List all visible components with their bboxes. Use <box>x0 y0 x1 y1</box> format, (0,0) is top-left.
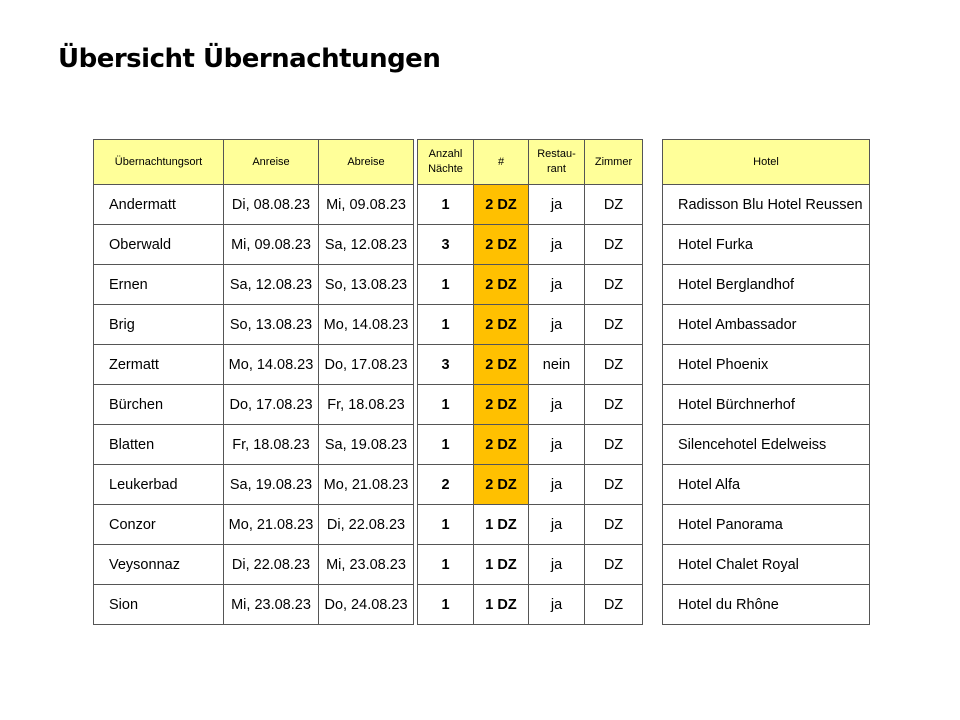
table-row <box>94 225 414 265</box>
table-row <box>418 545 643 585</box>
header-row <box>418 140 643 185</box>
cell-zimmer-code: 2 DZ <box>474 465 529 505</box>
table-row <box>418 345 643 385</box>
table-row <box>94 545 414 585</box>
cell-zimmer-code: 2 DZ <box>474 385 529 425</box>
cell-hotel: Radisson Blu Hotel Reussen <box>663 185 870 225</box>
cell-abreise: Sa, 12.08.23 <box>319 225 414 265</box>
cell-zimmer: DZ <box>585 225 643 265</box>
cell-naechte: 3 <box>418 225 474 265</box>
cell-anreise: Sa, 12.08.23 <box>224 265 319 305</box>
cell-restaurant: ja <box>529 545 585 585</box>
cell-hotel: Hotel Berglandhof <box>663 265 870 305</box>
cell-zimmer: DZ <box>585 465 643 505</box>
table-row <box>663 465 870 505</box>
cell-hotel: Hotel du Rhône <box>663 585 870 625</box>
cell-zimmer: DZ <box>585 345 643 385</box>
cell-abreise: So, 13.08.23 <box>319 265 414 305</box>
table-row <box>94 305 414 345</box>
header-row <box>663 140 870 185</box>
cell-zimmer-code: 2 DZ <box>474 225 529 265</box>
cell-naechte: 1 <box>418 185 474 225</box>
cell-naechte: 1 <box>418 585 474 625</box>
table-row <box>663 345 870 385</box>
cell-zimmer: DZ <box>585 185 643 225</box>
cell-zimmer-code: 2 DZ <box>474 265 529 305</box>
cell-hotel: Silencehotel Edelweiss <box>663 425 870 465</box>
cell-anreise: Di, 22.08.23 <box>224 545 319 585</box>
cell-restaurant: ja <box>529 425 585 465</box>
cell-hotel: Hotel Chalet Royal <box>663 545 870 585</box>
table-row <box>418 465 643 505</box>
cell-anreise: Do, 17.08.23 <box>224 385 319 425</box>
page-title: Übersicht Übernachtungen <box>58 44 441 74</box>
header-abreise: Abreise <box>319 140 414 185</box>
header-restaurant-line1: Restau- <box>537 148 576 160</box>
cell-ort: Ernen <box>94 265 224 305</box>
table-row <box>418 185 643 225</box>
cell-ort: Bürchen <box>94 385 224 425</box>
table-row <box>663 305 870 345</box>
table-row <box>418 305 643 345</box>
table-row <box>94 345 414 385</box>
table-row <box>418 505 643 545</box>
cell-zimmer: DZ <box>585 305 643 345</box>
header-zimmer: Zimmer <box>585 140 643 185</box>
cell-zimmer: DZ <box>585 265 643 305</box>
cell-anreise: Sa, 19.08.23 <box>224 465 319 505</box>
table-row <box>94 185 414 225</box>
cell-ort: Leukerbad <box>94 465 224 505</box>
cell-abreise: Mo, 21.08.23 <box>319 465 414 505</box>
cell-ort: Blatten <box>94 425 224 465</box>
cell-abreise: Sa, 19.08.23 <box>319 425 414 465</box>
cell-restaurant: ja <box>529 305 585 345</box>
table-row <box>94 465 414 505</box>
table-row <box>663 585 870 625</box>
cell-zimmer: DZ <box>585 505 643 545</box>
cell-restaurant: ja <box>529 265 585 305</box>
cell-abreise: Mo, 14.08.23 <box>319 305 414 345</box>
cell-zimmer-code: 1 DZ <box>474 545 529 585</box>
cell-restaurant: ja <box>529 585 585 625</box>
cell-restaurant: ja <box>529 505 585 545</box>
cell-ort: Andermatt <box>94 185 224 225</box>
table-row <box>663 505 870 545</box>
table-row <box>418 265 643 305</box>
cell-restaurant: nein <box>529 345 585 385</box>
table-row <box>663 545 870 585</box>
table-row <box>663 225 870 265</box>
cell-zimmer: DZ <box>585 585 643 625</box>
cell-zimmer-code: 1 DZ <box>474 505 529 545</box>
table-row <box>418 225 643 265</box>
cell-ort: Veysonnaz <box>94 545 224 585</box>
cell-anreise: Fr, 18.08.23 <box>224 425 319 465</box>
cell-anreise: So, 13.08.23 <box>224 305 319 345</box>
cell-zimmer-code: 2 DZ <box>474 345 529 385</box>
table-row <box>663 385 870 425</box>
header-hash: # <box>474 140 529 185</box>
header-anzahl-line2: Nächte <box>428 163 463 175</box>
header-restaurant <box>529 140 585 185</box>
cell-hotel: Hotel Panorama <box>663 505 870 545</box>
cell-ort: Oberwald <box>94 225 224 265</box>
header-row <box>94 140 414 185</box>
header-anzahl-line1: Anzahl <box>428 148 463 160</box>
cell-ort: Sion <box>94 585 224 625</box>
cell-abreise: Mi, 09.08.23 <box>319 185 414 225</box>
table-stays <box>93 139 414 625</box>
header-ort: Übernachtungsort <box>94 140 224 185</box>
table-row <box>94 385 414 425</box>
cell-anreise: Mi, 09.08.23 <box>224 225 319 265</box>
cell-abreise: Mi, 23.08.23 <box>319 545 414 585</box>
cell-naechte: 3 <box>418 345 474 385</box>
cell-restaurant: ja <box>529 385 585 425</box>
cell-anreise: Mo, 21.08.23 <box>224 505 319 545</box>
header-hotel: Hotel <box>663 140 870 185</box>
header-restaurant-line2: rant <box>547 163 566 175</box>
header-anreise: Anreise <box>224 140 319 185</box>
table-row <box>94 505 414 545</box>
table-row <box>663 265 870 305</box>
cell-naechte: 1 <box>418 305 474 345</box>
table-row <box>663 185 870 225</box>
cell-naechte: 1 <box>418 385 474 425</box>
table-details <box>417 139 643 625</box>
cell-abreise: Fr, 18.08.23 <box>319 385 414 425</box>
table-row <box>663 425 870 465</box>
cell-zimmer: DZ <box>585 545 643 585</box>
cell-zimmer-code: 2 DZ <box>474 305 529 345</box>
cell-hotel: Hotel Bürchnerhof <box>663 385 870 425</box>
cell-ort: Brig <box>94 305 224 345</box>
cell-restaurant: ja <box>529 185 585 225</box>
table-row <box>94 585 414 625</box>
cell-abreise: Di, 22.08.23 <box>319 505 414 545</box>
table-row <box>418 385 643 425</box>
cell-anreise: Mo, 14.08.23 <box>224 345 319 385</box>
cell-ort: Conzor <box>94 505 224 545</box>
table-row <box>94 265 414 305</box>
cell-ort: Zermatt <box>94 345 224 385</box>
cell-restaurant: ja <box>529 225 585 265</box>
cell-zimmer: DZ <box>585 385 643 425</box>
cell-zimmer-code: 1 DZ <box>474 585 529 625</box>
cell-zimmer: DZ <box>585 425 643 465</box>
cell-naechte: 1 <box>418 545 474 585</box>
cell-hotel: Hotel Ambassador <box>663 305 870 345</box>
cell-zimmer-code: 2 DZ <box>474 185 529 225</box>
table-row <box>94 425 414 465</box>
cell-anreise: Mi, 23.08.23 <box>224 585 319 625</box>
cell-hotel: Hotel Phoenix <box>663 345 870 385</box>
cell-naechte: 1 <box>418 265 474 305</box>
cell-hotel: Hotel Alfa <box>663 465 870 505</box>
header-anzahl-naechte <box>418 140 474 185</box>
table-row <box>418 425 643 465</box>
cell-zimmer-code: 2 DZ <box>474 425 529 465</box>
cell-abreise: Do, 17.08.23 <box>319 345 414 385</box>
cell-naechte: 1 <box>418 425 474 465</box>
table-row <box>418 585 643 625</box>
cell-anreise: Di, 08.08.23 <box>224 185 319 225</box>
cell-naechte: 1 <box>418 505 474 545</box>
cell-abreise: Do, 24.08.23 <box>319 585 414 625</box>
cell-hotel: Hotel Furka <box>663 225 870 265</box>
table-hotels <box>662 139 870 625</box>
cell-naechte: 2 <box>418 465 474 505</box>
cell-restaurant: ja <box>529 465 585 505</box>
